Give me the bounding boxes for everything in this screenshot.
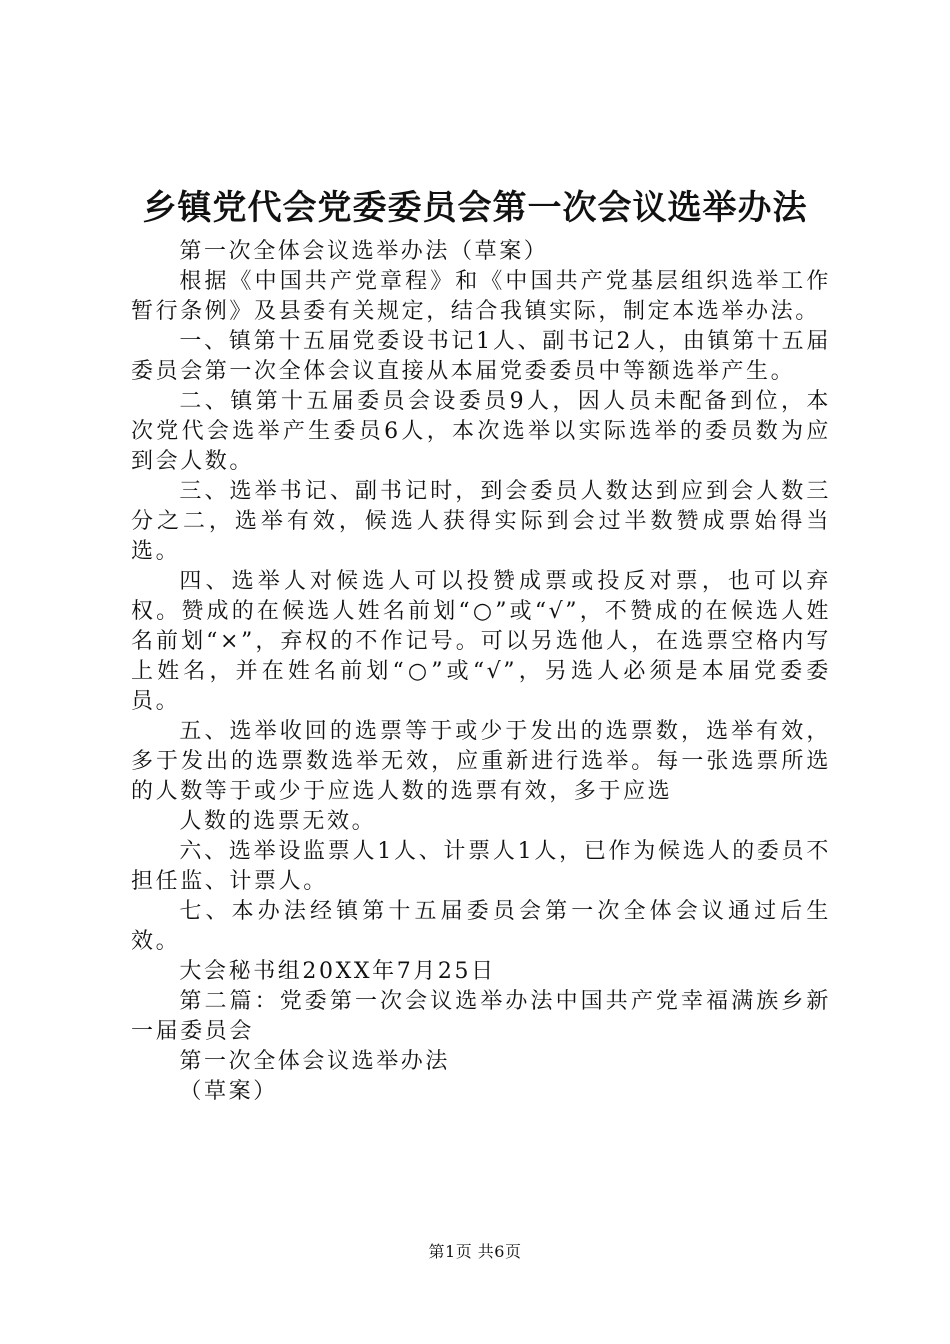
section-2-draft-label: （草案） [179,1079,278,1104]
document-title: 乡镇党代会党委委员会第一次会议选举办法 [142,188,808,228]
article-6-paragraph: 六、选举设监票人1人、计票人1人，已作为候选人的委员不担任监、计票人。 [131,839,831,894]
page-indicator: 第1页 共6页 [428,1242,522,1261]
article-7-paragraph: 七、本办法经镇第十五届委员会第一次全体会议通过后生效。 [131,899,831,954]
article-4-paragraph: 四、选举人对候选人可以投赞成票或投反对票，也可以弃权。赞成的在候选人姓名前划“○”或“√”，不赞成的在候选人姓名前划“×”，弃权的不作记号。可以另选他人，在选票空格内写上姓名，并在姓名前划“○”或“√”，另选人必须是本届党委委员。 [131,569,831,714]
section-2-subheading: 第一次全体会议选举办法 [179,1049,450,1074]
article-2-paragraph: 二、镇第十五届委员会设委员9人，因人员未配备到位，本次党代会选举产生委员6人，本次选举以实际选举的委员数为应到会人数。 [131,389,831,474]
article-5-paragraph: 五、选举收回的选票等于或少于发出的选票数，选举有效，多于发出的选票数选举无效，应重新进行选举。每一张选票所选的人数等于或少于应选人数的选票有效，多于应选 [131,719,831,804]
article-1-paragraph: 一、镇第十五届党委设书记1人、副书记2人，由镇第十五届委员会第一次全体会议直接从本届党委委员中等额选举产生。 [131,329,831,384]
article-5-continuation: 人数的选票无效。 [179,809,377,834]
signature-date: 大会秘书组20XX年7月25日 [179,959,496,984]
document-body [131,237,831,1107]
subtitle-paragraph: 第一次全体会议选举办法（草案） [179,239,549,264]
article-3-paragraph: 三、选举书记、副书记时，到会委员人数达到应到会人数三分之二，选举有效，候选人获得实际到会过半数赞成票始得当选。 [131,479,831,564]
preamble-paragraph: 根据《中国共产党章程》和《中国共产党基层组织选举工作暂行条例》及县委有关规定，结合我镇实际，制定本选举办法。 [131,269,831,324]
section-2-heading: 第二篇：党委第一次会议选举办法中国共产党幸福满族乡新一届委员会 [131,989,831,1044]
